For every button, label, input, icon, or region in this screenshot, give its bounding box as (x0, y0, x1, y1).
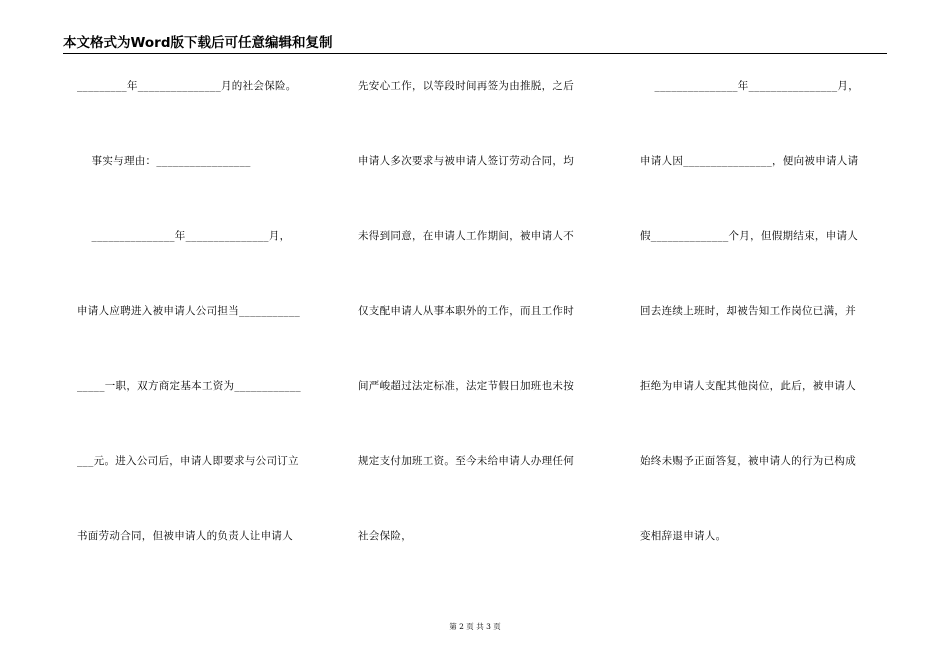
text-line: 假______________个月，但假期结束，申请人 (640, 230, 859, 242)
text-line: 社会保险， (358, 530, 412, 542)
text-line: ___元。进入公司后，申请人即要求与公司订立 (77, 455, 299, 467)
text-line: 规定支付加班工资。至今未给申请人办理任何 (358, 455, 574, 467)
text-line: 申请人因________________，便向被申请人请 (640, 155, 859, 167)
text-line: _______________年_______________月， (77, 230, 291, 242)
document-title: 本文格式为Word版下载后可任意编辑和复制 (63, 35, 333, 51)
page-header (63, 34, 887, 54)
text-line: 仅支配申请人从事本职外的工作，而且工作时 (358, 305, 574, 317)
text-line: _________年_______________月的社会保险。 (77, 80, 297, 92)
text-line: 始终未赐予正面答复，被申请人的行为已构成 (640, 455, 856, 467)
text-line: 申请人多次要求与被申请人签订劳动合同，均 (358, 155, 574, 167)
text-line: 书面劳动合同，但被申请人的负责人让申请人 (77, 530, 293, 542)
text-line: 变相辞退申请人。 (640, 530, 727, 542)
text-line: 回去连续上班时，却被告知工作岗位已满，并 (640, 305, 856, 317)
text-line: 申请人应聘进入被申请人公司担当___________ (77, 305, 301, 317)
text-line: _______________年________________月， (640, 80, 859, 92)
page-footer: 第 2 页 共 3 页 (449, 622, 501, 631)
text-line: 间严峻超过法定标准，法定节假日加班也未按 (358, 380, 574, 392)
text-line: 拒绝为申请人支配其他岗位，此后，被申请人 (640, 380, 856, 392)
text-line: _____一职，双方商定基本工资为____________ (77, 380, 301, 392)
text-line: 未得到同意，在申请人工作期间，被申请人不 (358, 230, 574, 242)
text-line: 先安心工作，以等段时间再签为由推脱，之后 (358, 80, 574, 92)
text-line: 事实与理由：_________________ (77, 155, 251, 167)
